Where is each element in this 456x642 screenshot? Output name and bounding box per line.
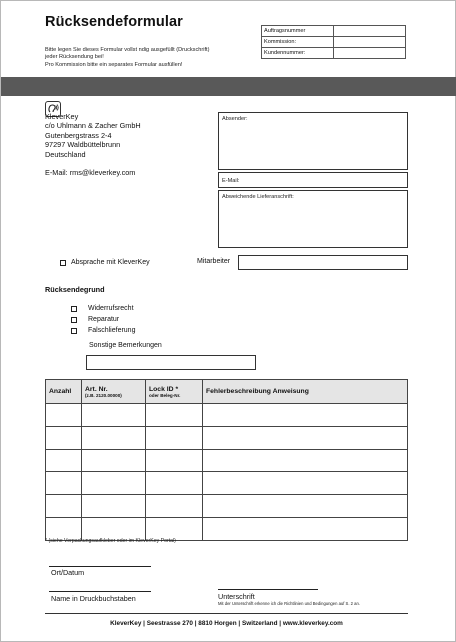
items-table-header xyxy=(46,380,408,404)
column-header-lock-id: Lock ID * oder Beleg-Nr. xyxy=(146,380,203,404)
order-number-label: Auftragsnummer xyxy=(262,26,334,37)
absprache-checkbox[interactable] xyxy=(60,260,66,266)
table-cell[interactable] xyxy=(46,472,82,495)
table-cell[interactable] xyxy=(203,495,408,518)
table-cell[interactable] xyxy=(146,517,203,540)
sender-field[interactable] xyxy=(218,112,408,170)
name-label: Name in Druckbuchstaben xyxy=(51,594,136,603)
remarks-input[interactable] xyxy=(86,355,256,370)
table-cell[interactable] xyxy=(146,426,203,449)
order-info-table xyxy=(261,25,406,59)
name-line[interactable] xyxy=(49,591,151,592)
delivery-address-field[interactable] xyxy=(218,190,408,248)
address-line: KleverKey xyxy=(45,112,79,121)
column-header-anzahl: Anzahl xyxy=(46,380,82,404)
sender-label: Absender: xyxy=(222,116,248,122)
table-cell[interactable] xyxy=(46,449,82,472)
signature-label: Unterschrift xyxy=(218,592,255,601)
table-cell[interactable] xyxy=(203,449,408,472)
table-cell[interactable] xyxy=(146,404,203,427)
intro-text xyxy=(45,47,209,69)
table-cell[interactable] xyxy=(82,472,146,495)
reparatur-label: Reparatur xyxy=(88,316,120,323)
table-cell[interactable] xyxy=(203,517,408,540)
table-cell[interactable] xyxy=(203,426,408,449)
table-row xyxy=(46,426,408,449)
footer: KleverKey | Seestrasse 270 | 8810 Horgen | Switzerland | www.kleverkey.com xyxy=(45,613,408,627)
column-header-fehlerbeschreibung: Fehlerbeschreibung Anweisung xyxy=(203,380,408,404)
table-cell[interactable] xyxy=(46,517,82,540)
address-line: Gutenbergstrass 2-4 xyxy=(45,130,112,140)
table-cell[interactable] xyxy=(82,426,146,449)
address-line: c/o Uhlmann & Zacher GmbH xyxy=(45,121,141,131)
column-header-art-nr: Art. Nr. (z.B. 2120.00000) xyxy=(82,380,146,404)
address-line: 97297 Waldbüttelbrunn xyxy=(45,140,121,150)
table-row xyxy=(46,472,408,495)
intro-line: Pro Kommission bitte ein separates Formular ausfüllen! xyxy=(45,61,183,68)
table-cell[interactable] xyxy=(82,449,146,472)
mitarbeiter-input[interactable] xyxy=(238,255,408,270)
intro-line: jeder Rücksendung bei! xyxy=(45,54,104,61)
commission-label: Kommission: xyxy=(262,37,334,48)
signature-note: Mit der Unterschrift erkenne ich die Richtlinien und Bedingungen auf S. 2 an. xyxy=(218,601,360,606)
customer-number-label: Kundennummer: xyxy=(262,48,334,59)
customer-number-field[interactable] xyxy=(334,48,406,59)
commission-field[interactable] xyxy=(334,37,406,48)
header-bar xyxy=(1,77,456,96)
reparatur-checkbox[interactable] xyxy=(71,317,77,323)
items-table xyxy=(45,379,408,541)
table-cell[interactable] xyxy=(203,472,408,495)
table-row xyxy=(46,517,408,540)
lock-id-footnote: * (siehe Verpackungsaufkleber oder im KleverKey Portal) xyxy=(45,538,176,544)
ort-datum-label: Ort/Datum xyxy=(51,568,85,577)
falschlieferung-checkbox[interactable] xyxy=(71,328,77,334)
recipient-address xyxy=(45,112,141,177)
delivery-address-label: Abweichende Lieferanschrift: xyxy=(222,194,294,200)
order-number-field[interactable] xyxy=(334,26,406,37)
ort-datum-line[interactable] xyxy=(49,566,151,567)
address-line: Deutschland xyxy=(45,149,86,159)
table-row xyxy=(46,495,408,518)
table-cell[interactable] xyxy=(146,449,203,472)
signature-line[interactable] xyxy=(218,589,318,590)
table-cell[interactable] xyxy=(82,517,146,540)
table-row xyxy=(46,449,408,472)
remarks-label: Sonstige Bemerkungen xyxy=(89,342,162,349)
falschlieferung-label: Falschlieferung xyxy=(88,327,136,334)
table-cell[interactable] xyxy=(146,495,203,518)
widerrufsrecht-checkbox[interactable] xyxy=(71,306,77,312)
table-cell[interactable] xyxy=(203,404,408,427)
table-cell[interactable] xyxy=(146,472,203,495)
table-cell[interactable] xyxy=(46,495,82,518)
table-cell[interactable] xyxy=(46,426,82,449)
mitarbeiter-label: Mitarbeiter xyxy=(197,258,231,265)
absprache-label: Absprache mit KleverKey xyxy=(71,259,150,266)
table-cell[interactable] xyxy=(82,495,146,518)
sender-email-label: E-Mail: xyxy=(222,178,240,184)
sender-email-field[interactable] xyxy=(218,172,408,188)
return-reason-heading: Rücksendegrund xyxy=(45,285,105,294)
intro-line: Bitte legen Sie dieses Formular vollst ndig ausgefüllt (Druckschrift) xyxy=(45,47,210,53)
table-row xyxy=(46,404,408,427)
form-title: Rücksendeformular xyxy=(45,14,183,30)
table-cell[interactable] xyxy=(82,404,146,427)
table-cell[interactable] xyxy=(46,404,82,427)
recipient-email: E-Mail: rms@kleverkey.com xyxy=(45,168,136,178)
widerrufsrecht-label: Widerrufsrecht xyxy=(88,305,134,312)
